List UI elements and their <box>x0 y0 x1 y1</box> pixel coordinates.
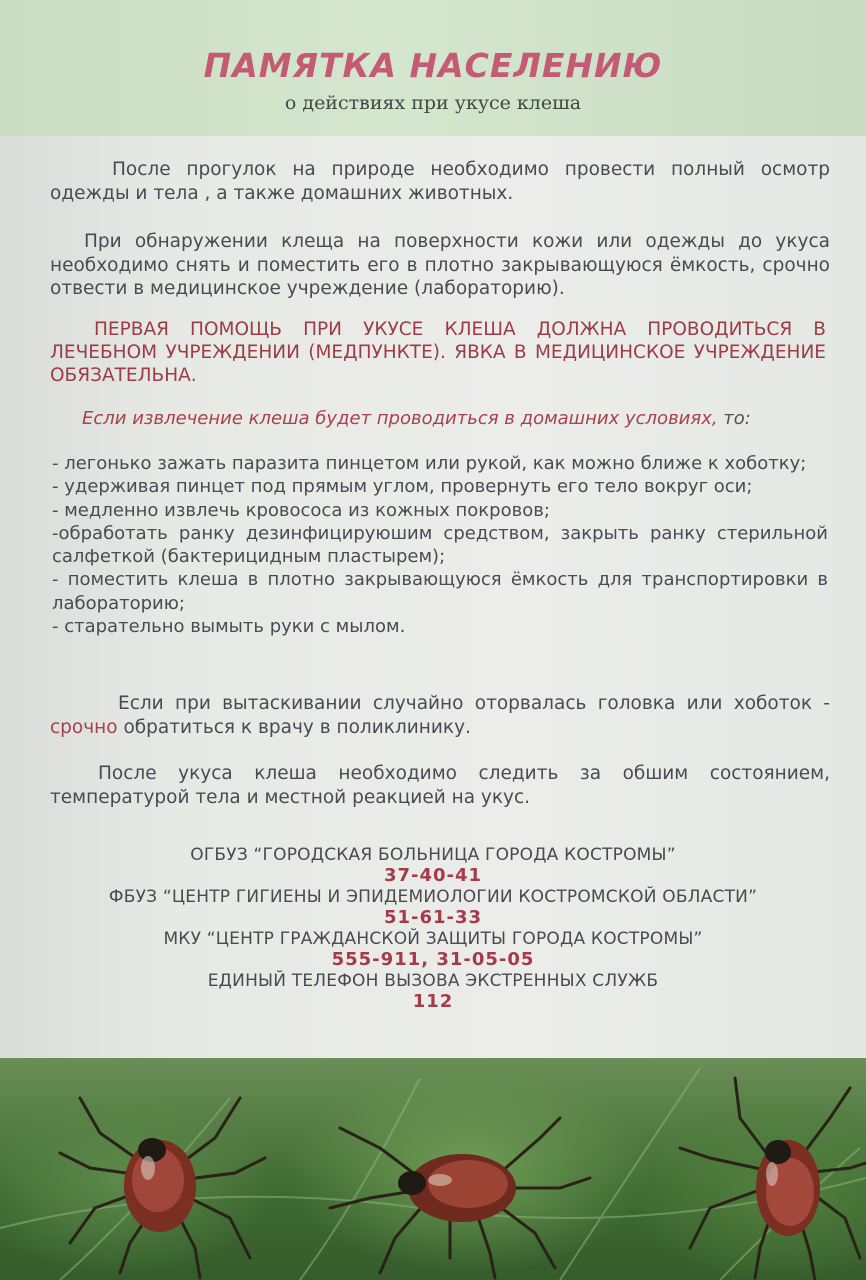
tick-icon <box>330 1118 590 1278</box>
contact-org-civil-protection: МКУ “ЦЕНТР ГРАЖДАНСКОЙ ЗАЩИТЫ ГОРОДА КОСТРОМЫ” <box>163 929 703 949</box>
head-detached-text: Если при вытаскивании случайно оторвалась головка или хоботок - <box>118 693 830 714</box>
list-item: - удерживая пинцет под прямым углом, провернуть его тело вокруг оси; <box>52 476 753 498</box>
page-title: ПАМЯТКА НАСЕЛЕНИЮ <box>203 46 663 85</box>
list-item: - старательно вымыть руки с мылом. <box>52 616 406 638</box>
contact-org-hygiene-center: ФБУЗ “ЦЕНТР ГИГИЕНЫ И ЭПИДЕМИОЛОГИИ КОСТРОМСКОЙ ОБЛАСТИ” <box>108 887 758 907</box>
paragraph-inspection: После прогулок на природе необходимо провести полный осмотр одежды и тела , а также домашних животных. <box>50 159 830 204</box>
contact-org-hospital: ОГБУЗ “ГОРОДСКАЯ БОЛЬНИЦА ГОРОДА КОСТРОМЫ” <box>190 845 676 865</box>
list-item: - медленно извлечь кровососа из кожных покровов; <box>52 499 550 521</box>
contact-org-emergency: ЕДИНЫЙ ТЕЛЕФОН ВЫЗОВА ЭКСТРЕННЫХ СЛУЖБ <box>207 971 659 991</box>
removal-steps-list <box>52 452 828 638</box>
header-band <box>0 0 866 136</box>
page-subtitle: о действиях при укусе клеша <box>284 92 582 114</box>
home-removal-intro-text: Если извлечение клеша будет проводиться в домашних условиях, <box>82 408 718 429</box>
paragraph-tick-found: При обнаружении клеща на поверхности кожи или одежды до укуса необходимо снять и поместить его в плотно закрывающуюся ёмкость, срочно отвести в медицинское учреждение (лабораторию). <box>50 231 830 299</box>
contact-phone-civil-protection: 555-911, 31-05-05 <box>331 949 535 970</box>
first-aid-notice: ПЕРВАЯ ПОМОЩЬ ПРИ УКУСЕ КЛЕША ДОЛЖНА ПРОВОДИТЬСЯ В ЛЕЧЕБНОМ УЧРЕЖДЕНИИ (МЕДПУНКТЕ). ЯВКА В МЕДИЦИНСКОЕ УЧРЕЖДЕНИЕ ОБЯЗАТЕЛЬНА. <box>50 319 826 386</box>
head-detached-text-end: обратиться к врачу в поликлинику. <box>117 716 471 738</box>
urgent-word: срочно <box>50 716 118 738</box>
list-item: - легонько зажать паразита пинцетом или рукой, как можно ближе к хоботку; <box>52 453 807 474</box>
tick-icon <box>680 1078 866 1280</box>
contact-phone-hospital: 37-40-41 <box>383 865 483 886</box>
contact-phone-emergency: 112 <box>412 991 454 1012</box>
contacts-block <box>40 844 826 1012</box>
home-removal-intro <box>82 408 832 429</box>
contact-phone-hygiene-center: 51-61-33 <box>383 907 483 928</box>
list-item: - поместить клеша в плотно закрывающуюся ёмкость для транспортировки в лабораторию; <box>52 569 828 614</box>
paragraph-monitoring: После укуса клеша необходимо следить за обшим состоянием, температурой тела и местной реакцией на укус. <box>50 763 830 808</box>
ticks-illustration <box>0 1058 866 1280</box>
home-removal-intro-suffix: то: <box>717 408 751 429</box>
paragraph-head-detached <box>50 692 830 739</box>
list-item: -обработать ранку дезинфицируюшим средством, закрыть ранку стерильной салфеткой (бактерицидным пластырем); <box>52 522 828 568</box>
ticks-illustration-band <box>0 1058 866 1280</box>
